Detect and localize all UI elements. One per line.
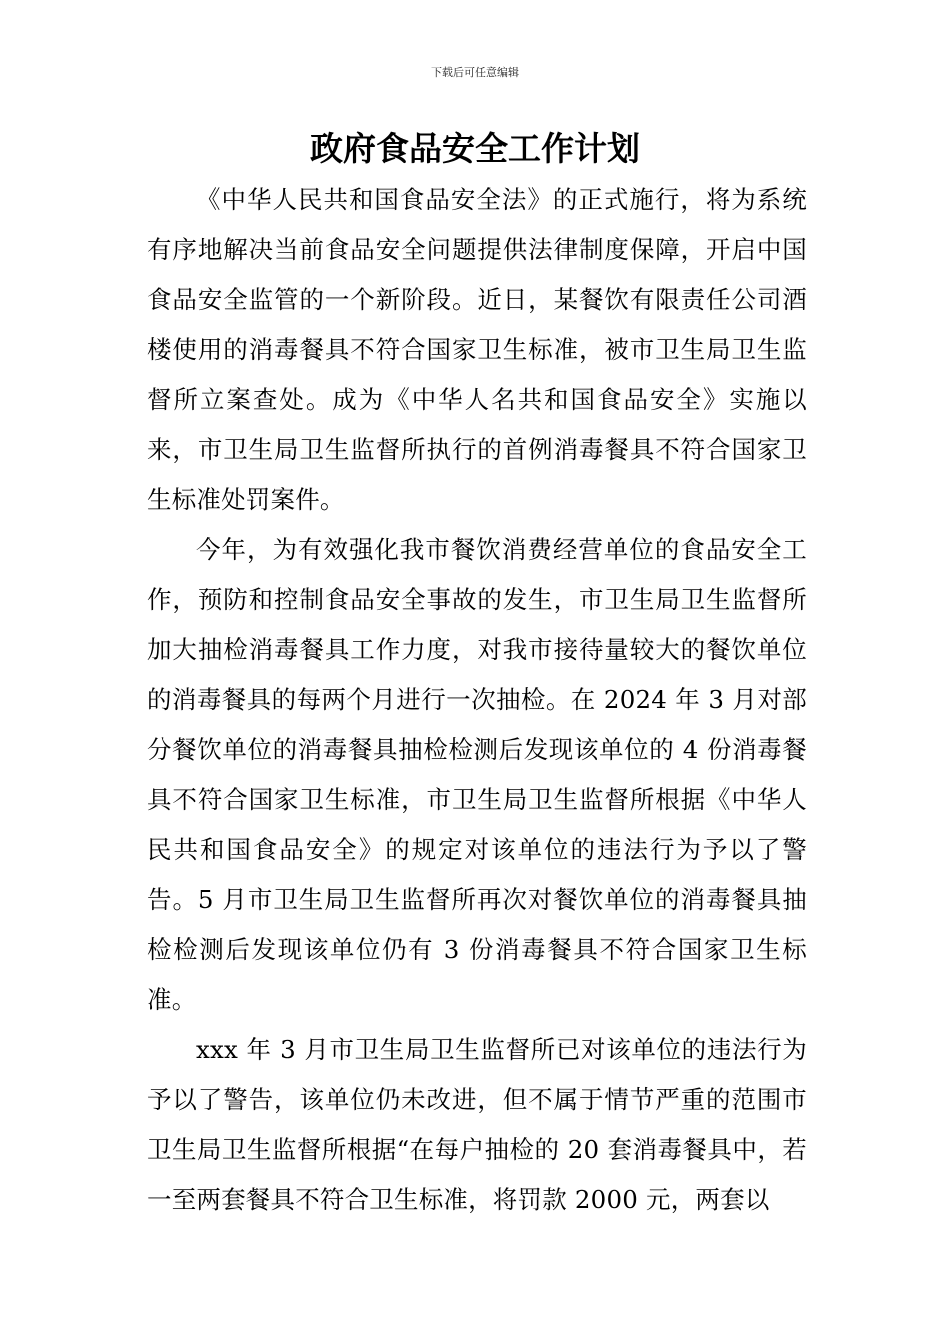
document-body [147, 175, 807, 1225]
download-note: 下载后可任意编辑 [431, 66, 519, 79]
document-title: 政府食品安全工作计划 [310, 129, 640, 168]
paragraph-1: 《中华人民共和国食品安全法》的正式施行，将为系统有序地解决当前食品安全问题提供法律制度保障，开启中国食品安全监管的一个新阶段。近日，某餐饮有限责任公司酒楼使用的消毒餐具不符合国家卫生标准，被市卫生局卫生监督所立案查处。成为《中华人名共和国食品安全》实施以来，市卫生局卫生监督所执行的首例消毒餐具不符合国家卫生标准处罚案件。 [147, 185, 807, 514]
paragraph-3: xxx 年 3 月市卫生局卫生监督所已对该单位的违法行为予以了警告，该单位仍未改进，但不属于情节严重的范围市卫生局卫生监督所根据“在每户抽检的 20 套消毒餐具中，若一至两套餐具不符合卫生标准，将罚款 2000 元，两套以 [147, 1035, 807, 1214]
paragraph-2: 今年，为有效强化我市餐饮消费经营单位的食品安全工作，预防和控制食品安全事故的发生，市卫生局卫生监督所加大抽检消毒餐具工作力度，对我市接待量较大的餐饮单位的消毒餐具的每两个月进行一次抽检。在 2024 年 3 月对部分餐饮单位的消毒餐具抽检检测后发现该单位的 4 份消毒餐具不符合国家卫生标准，市卫生局卫生监督所根据《中华人民共和国食品安全》的规定对该单位的违法行为予以了警告。5 月市卫生局卫生监督所再次对餐饮单位的消毒餐具抽检检测后发现该单位仍有 3 份消毒餐具不符合国家卫生标准。 [147, 535, 807, 1014]
